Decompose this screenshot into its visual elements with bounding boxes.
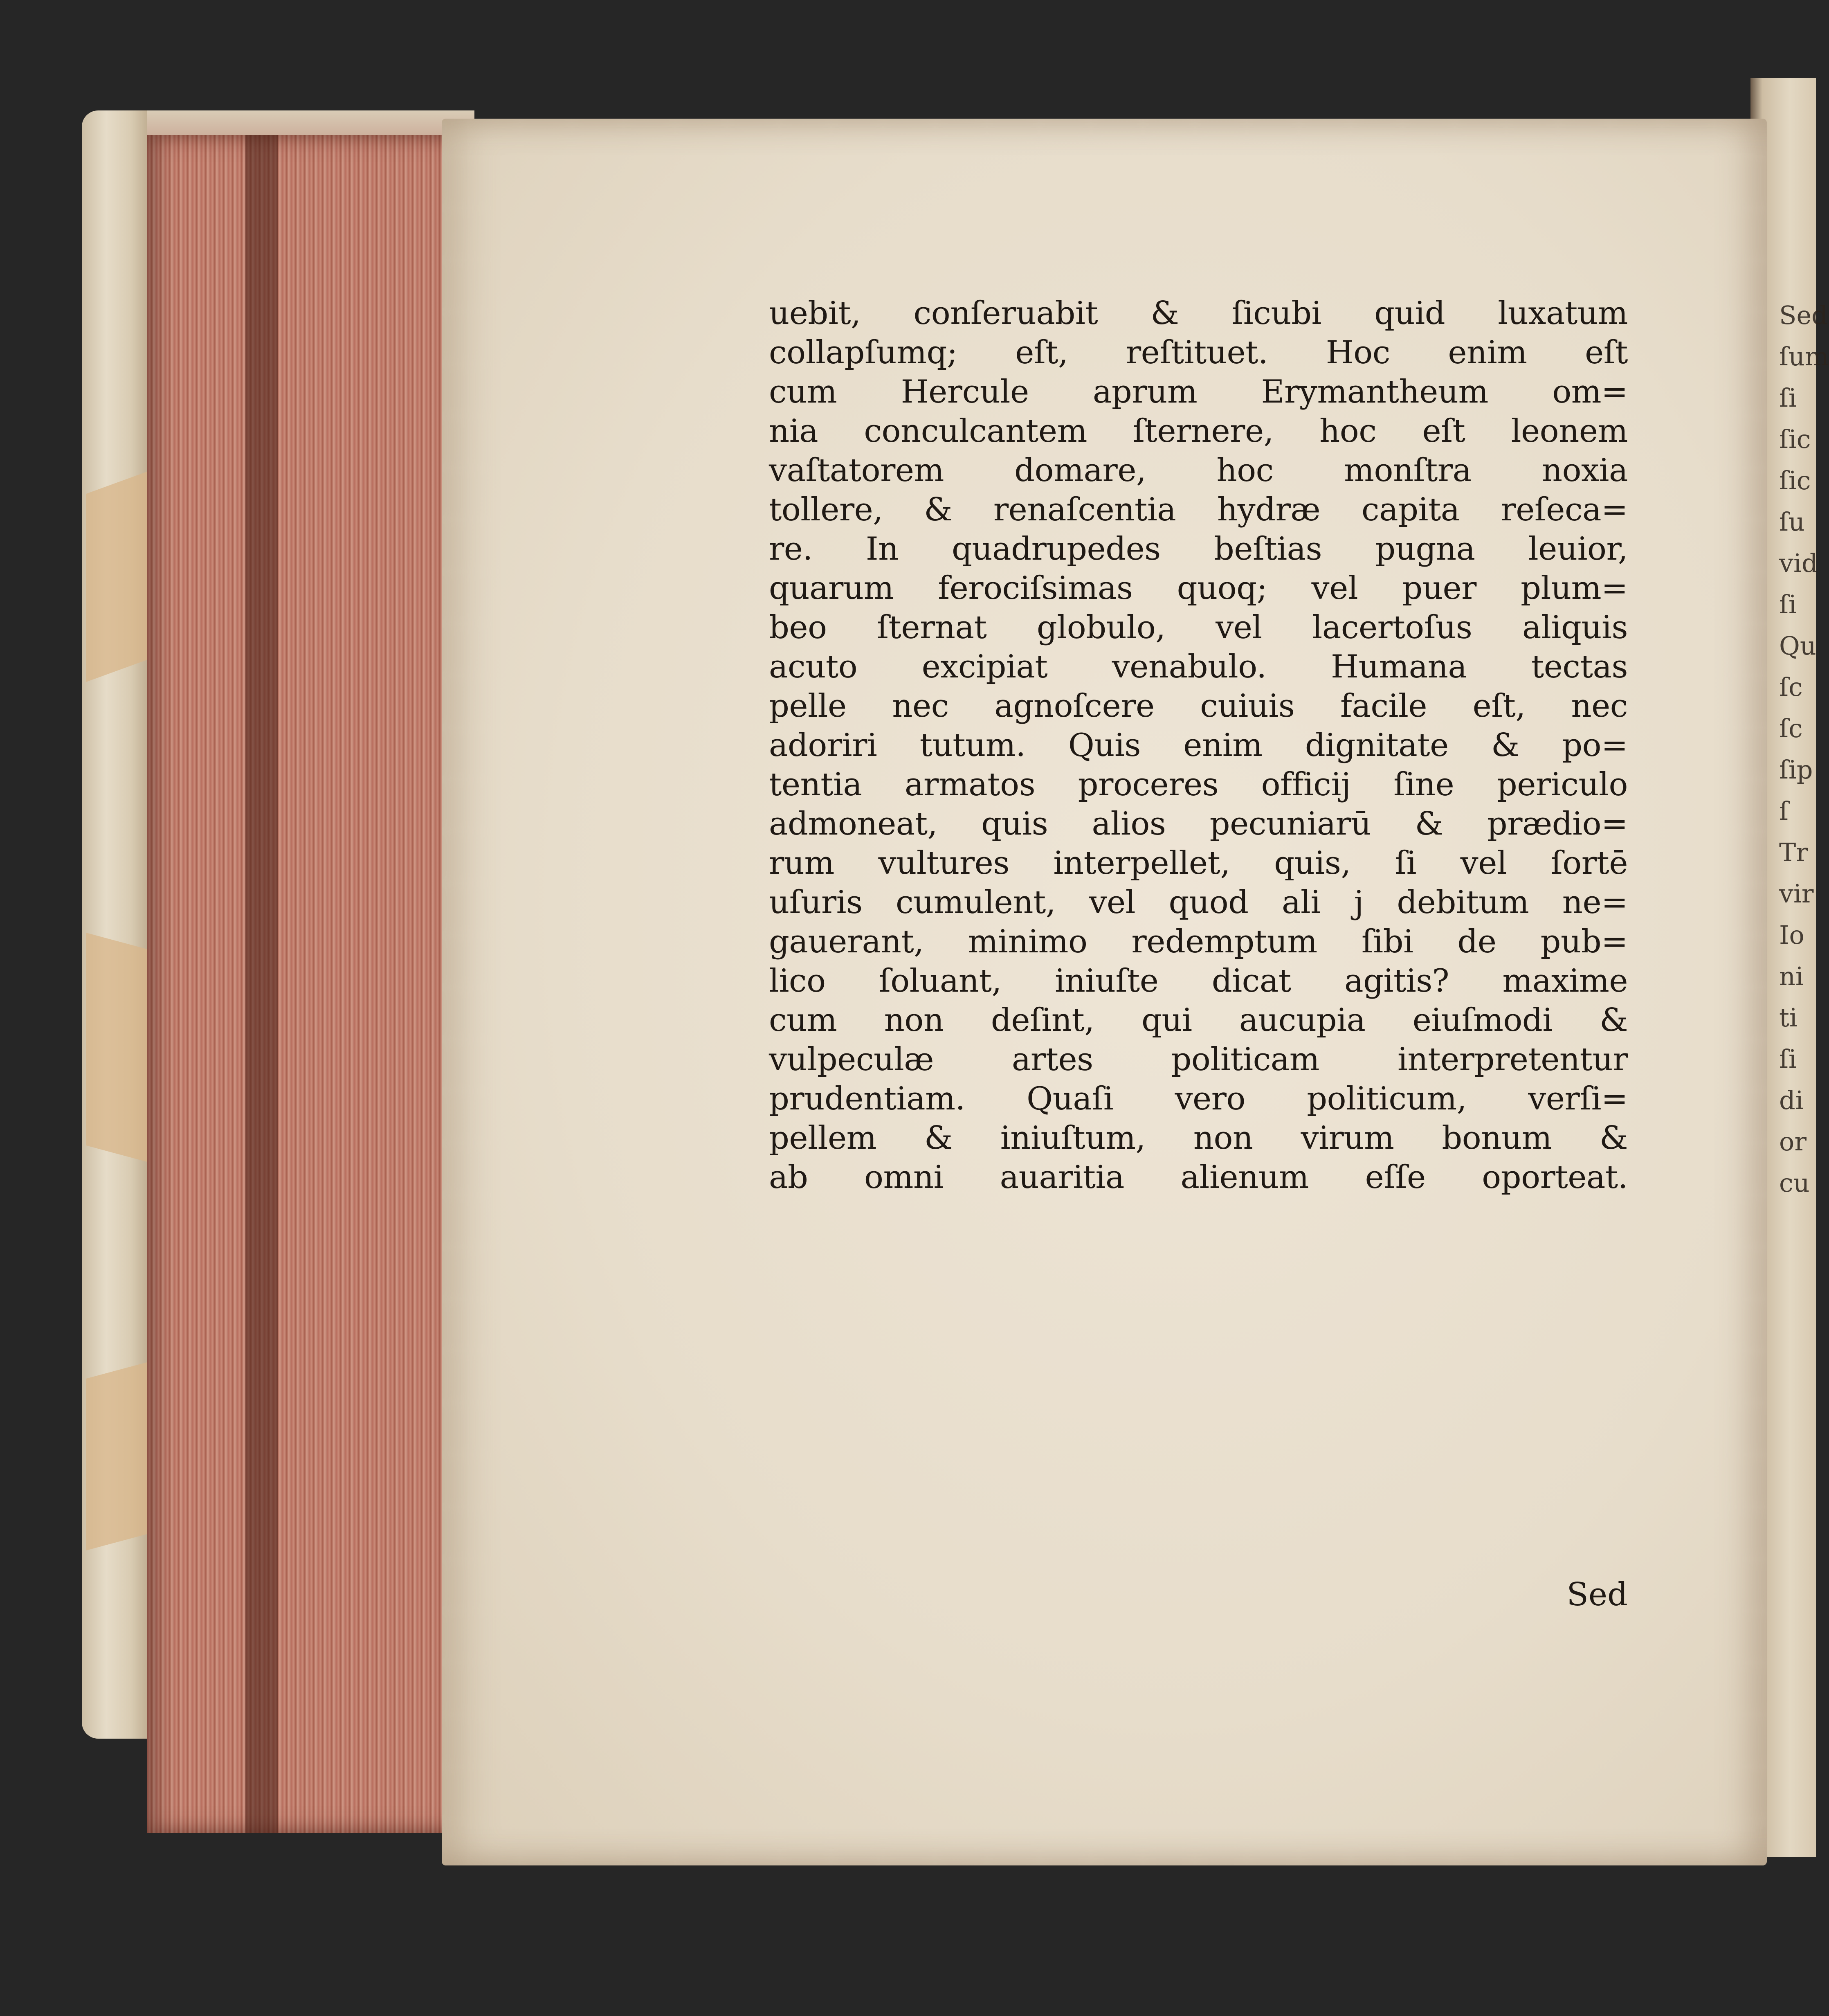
facing-page-fragment: ſu	[1779, 507, 1805, 537]
page-edges-shadow	[245, 135, 278, 1833]
text-line: tentia armatos proceres officij ſine periculo	[769, 766, 1628, 803]
text-line: nia conculcantem ſternere, hoc eſt leonem	[769, 413, 1628, 450]
text-line: uebit, conſeruabit & ſicubi quid luxatum	[769, 295, 1628, 332]
facing-page-fragment: ſ	[1779, 796, 1789, 826]
facing-page-fragment: Io	[1779, 920, 1804, 950]
text-line: vulpeculæ artes politicam interpretentur	[769, 1041, 1628, 1078]
text-line: cum Hercule aprum Erymantheum om=	[769, 374, 1628, 410]
facing-page-fragment: Sed	[1779, 300, 1828, 330]
facing-page-text	[1779, 295, 1829, 1604]
facing-page-fragment: ſc	[1779, 672, 1803, 702]
facing-page-fragment: Qu	[1779, 631, 1816, 661]
facing-page-fragment: ſc	[1779, 713, 1803, 743]
facing-page-fragment: cu	[1779, 1168, 1810, 1198]
text-line: ab omni auaritia alienum eſſe oporteat.	[769, 1159, 1628, 1196]
facing-page-fragment: ti	[1779, 1003, 1798, 1033]
facing-page-fragment: ſi	[1779, 590, 1797, 619]
text-line: collapſumq; eſt, reſtituet. Hoc enim eſt	[769, 334, 1628, 371]
facing-page-fragment: ſum	[1779, 342, 1829, 371]
facing-page-fragment: ſic	[1779, 424, 1811, 454]
cover-patch	[86, 472, 147, 682]
text-line: beo ſternat globulo, vel lacertoſus aliquis	[769, 609, 1628, 646]
text-line: acuto excipiat venabulo. Humana tectas	[769, 648, 1628, 685]
text-line: lico ſoluant, iniuſte dicat agitis? maxime	[769, 963, 1628, 999]
text-line: cum non deſint, qui aucupia eiuſmodi &	[769, 1002, 1628, 1039]
facing-page-fragment: vir	[1779, 879, 1814, 909]
facing-page-fragment: or	[1779, 1127, 1807, 1156]
page-edges	[147, 135, 474, 1833]
facing-page-fragment: di	[1779, 1085, 1804, 1115]
facing-page-fragment: ſic	[1779, 466, 1811, 495]
text-line: quarum ferociſsimas quoq; vel puer plum=	[769, 570, 1628, 607]
facing-page-fragment: ſip	[1779, 755, 1813, 785]
facing-page-fragment: ni	[1779, 961, 1804, 991]
text-line: vaſtatorem domare, hoc monſtra noxia	[769, 452, 1628, 489]
text-line: pelle nec agnoſcere cuiuis facile eſt, nec	[769, 688, 1628, 724]
cover-patch	[86, 933, 147, 1162]
text-line: pellem & iniuſtum, non virum bonum &	[769, 1120, 1628, 1156]
facing-page-fragment: ſi	[1779, 1044, 1797, 1074]
text-line: uſuris cumulent, vel quod ali j debitum ne=	[769, 884, 1628, 921]
text-line: adoriri tutum. Quis enim dignitate & po=	[769, 727, 1628, 764]
text-line: re. In quadrupedes beſtias pugna leuior,	[769, 531, 1628, 567]
text-line: gauerant, minimo redemptum ſibi de pub=	[769, 923, 1628, 960]
text-line: admoneat, quis alios pecuniarū & prædio=	[769, 806, 1628, 842]
text-line: prudentiam. Quaſi vero politicum, verſi=	[769, 1080, 1628, 1117]
cover-patch	[86, 1362, 147, 1550]
catchword: Sed	[1566, 1576, 1628, 1613]
text-line: tollere, & renaſcentia hydræ capita reſeca=	[769, 491, 1628, 528]
facing-page-fragment: Tr	[1779, 837, 1808, 867]
facing-page-fragment: vid	[1779, 548, 1818, 578]
page-text-block	[769, 294, 1628, 1197]
text-line: rum vultures interpellet, quis, ſi vel ſortē	[769, 845, 1628, 882]
facing-page-fragment: ſi	[1779, 383, 1797, 413]
